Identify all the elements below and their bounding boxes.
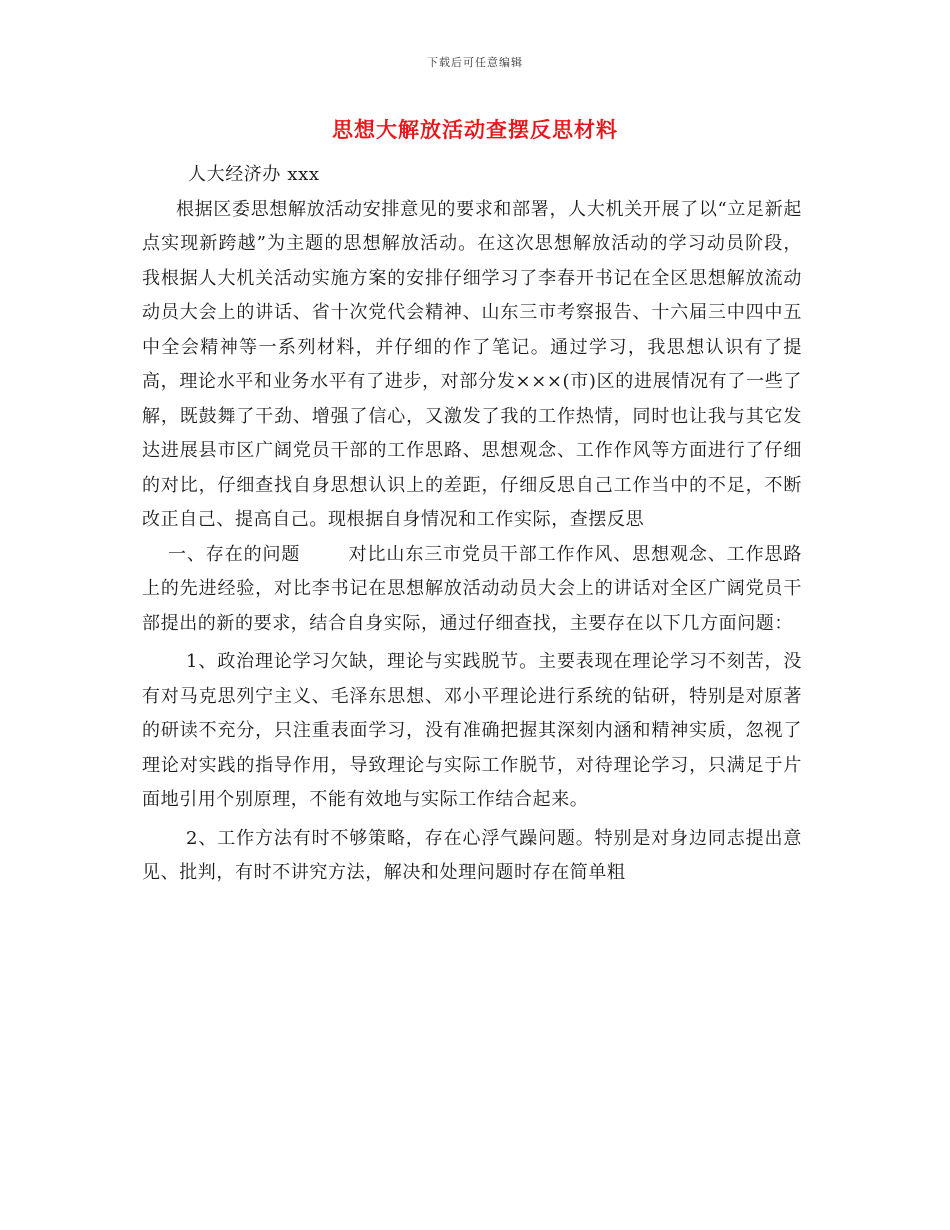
section-1-body: 对比山东三市党员干部工作作风、思想观念、工作思路上的先进经验，对比李书记在思想解放活动动员大会上的讲话对全区广阔党员干部提出的新的要求，结合自身实际，通过仔细查找，主要存在以下几方面问题： [142, 543, 802, 634]
intro-paragraph: 根据区委思想解放活动安排意见的要求和部署，人大机关开展了以“立足新起点实现新跨越”为主题的思想解放活动。在这次思想解放活动的学习动员阶段，我根据人大机关活动实施方案的安排仔细学习了李春开书记在全区思想解放流动动员大会上的讲话、省十次党代会精神、山东三市考察报告、十六届三中四中五中全会精神等一系列材料，并仔细的作了笔记。通过学习，我思想认识有了提高，理论水平和业务水平有了进步，对部分发×××(市)区的进展情况有了一些了解，既鼓舞了干劲、增强了信心，又激发了我的工作热情，同时也让我与其它发达进展县市区广阔党员干部的工作思路、思想观念、工作作风等方面进行了仔细的对比，仔细查找自身思想认识上的差距，仔细反思自己工作当中的不足，不断改正自己、提高自己。现根据自身情况和工作实际，查摆反思 [142, 198, 802, 530]
document-body [142, 158, 802, 891]
document-title: 思想大解放活动查摆反思材料 [332, 117, 618, 142]
item-2-paragraph: 2、工作方法有时不够策略，存在心浮气躁问题。特别是对身边同志提出意见、批判，有时不讲究方法，解决和处理问题时存在简单粗 [142, 827, 802, 883]
item-1-paragraph: 1、政治理论学习欠缺，理论与实践脱节。主要表现在理论学习不刻苦，没有对马克思列宁主义、毛泽东思想、邓小平理论进行系统的钻研，特别是对原著的研读不充分，只注重表面学习，没有准确把握其深刻内涵和精神实质，忽视了理论对实践的指导作用，导致理论与实际工作脱节，对待理论学习，只满足于片面地引用个别原理，不能有效地与实际工作结合起来。 [142, 651, 802, 810]
header-note: 下载后可任意编辑 [427, 56, 523, 69]
author-line: 人大经济办 xxx [188, 164, 320, 185]
section-1-heading: 一、存在的问题 [168, 543, 301, 565]
section-1-paragraph [142, 538, 802, 642]
